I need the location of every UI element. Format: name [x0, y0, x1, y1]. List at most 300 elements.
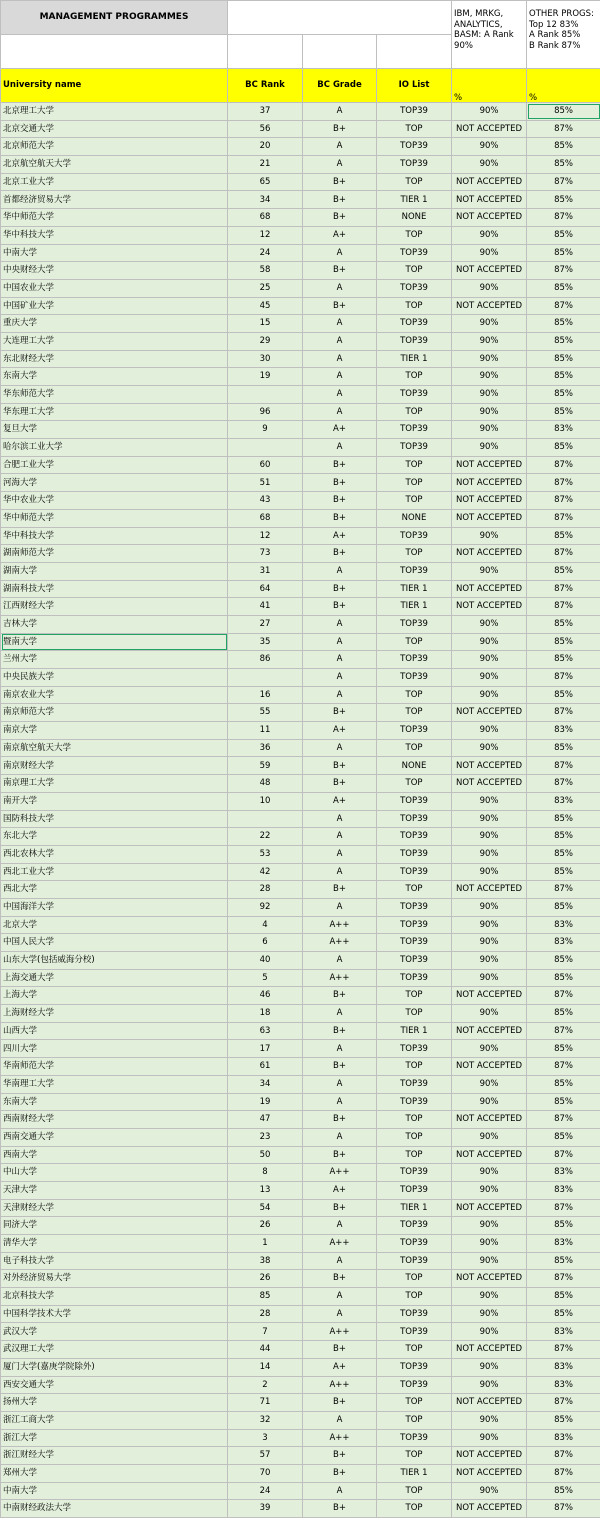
ibm-rate-cell[interactable]: 90%: [452, 527, 527, 545]
university-name-cell[interactable]: 北京交通大学: [1, 120, 228, 138]
column-header-bc-grade[interactable]: BC Grade: [303, 69, 377, 103]
io-list-cell[interactable]: TOP39: [377, 952, 452, 970]
io-list-cell[interactable]: TOP39: [377, 1040, 452, 1058]
bc-rank-cell[interactable]: 11: [228, 722, 303, 740]
io-list-cell[interactable]: TOP39: [377, 527, 452, 545]
other-rate-cell[interactable]: 87%: [527, 1394, 600, 1412]
other-rate-cell[interactable]: 85%: [527, 138, 600, 156]
bc-grade-cell[interactable]: A++: [303, 969, 377, 987]
bc-rank-cell[interactable]: 45: [228, 297, 303, 315]
io-list-cell[interactable]: TIER 1: [377, 191, 452, 209]
other-rate-cell[interactable]: 85%: [527, 633, 600, 651]
bc-grade-cell[interactable]: B+: [303, 474, 377, 492]
university-name-cell[interactable]: 山东大学(包括威海分校): [1, 952, 228, 970]
bc-grade-cell[interactable]: A++: [303, 1235, 377, 1253]
university-name-cell[interactable]: 首都经济贸易大学: [1, 191, 228, 209]
other-rate-cell[interactable]: 83%: [527, 916, 600, 934]
university-name-cell[interactable]: 郑州大学: [1, 1464, 228, 1482]
io-list-cell[interactable]: TOP: [377, 1111, 452, 1129]
ibm-rate-cell[interactable]: 90%: [452, 368, 527, 386]
column-header-io-list[interactable]: IO List: [377, 69, 452, 103]
ibm-rate-cell[interactable]: NOT ACCEPTED: [452, 474, 527, 492]
university-name-cell[interactable]: 华东师范大学: [1, 386, 228, 404]
other-rate-cell[interactable]: 85%: [527, 1005, 600, 1023]
bc-grade-cell[interactable]: A+: [303, 792, 377, 810]
ibm-rate-cell[interactable]: 90%: [452, 386, 527, 404]
bc-grade-cell[interactable]: A: [303, 739, 377, 757]
bc-grade-cell[interactable]: A: [303, 350, 377, 368]
university-name-cell[interactable]: 中南大学: [1, 1482, 228, 1500]
ibm-rate-cell[interactable]: 90%: [452, 1164, 527, 1182]
university-name-cell[interactable]: 浙江大学: [1, 1429, 228, 1447]
header-blank-cell[interactable]: [228, 1, 452, 35]
bc-rank-cell[interactable]: 85: [228, 1288, 303, 1306]
university-name-cell[interactable]: 清华大学: [1, 1235, 228, 1253]
bc-grade-cell[interactable]: B+: [303, 775, 377, 793]
bc-grade-cell[interactable]: A+: [303, 421, 377, 439]
io-list-cell[interactable]: TOP39: [377, 916, 452, 934]
bc-rank-cell[interactable]: 34: [228, 191, 303, 209]
ibm-rate-cell[interactable]: NOT ACCEPTED: [452, 757, 527, 775]
other-rate-cell[interactable]: 87%: [527, 704, 600, 722]
ibm-rate-cell[interactable]: NOT ACCEPTED: [452, 1341, 527, 1359]
ibm-rate-cell[interactable]: 90%: [452, 1358, 527, 1376]
university-name-cell[interactable]: 山西大学: [1, 1022, 228, 1040]
bc-rank-cell[interactable]: 34: [228, 1075, 303, 1093]
university-name-cell[interactable]: 西南财经大学: [1, 1111, 228, 1129]
io-list-cell[interactable]: TOP: [377, 881, 452, 899]
bc-grade-cell[interactable]: B+: [303, 1341, 377, 1359]
university-name-cell[interactable]: 湖南师范大学: [1, 545, 228, 563]
ibm-rate-cell[interactable]: 90%: [452, 1482, 527, 1500]
bc-rank-cell[interactable]: 26: [228, 1217, 303, 1235]
other-rate-cell[interactable]: 85%: [527, 1075, 600, 1093]
other-rate-cell[interactable]: 83%: [527, 1323, 600, 1341]
bc-grade-cell[interactable]: A+: [303, 226, 377, 244]
io-list-cell[interactable]: TOP39: [377, 1252, 452, 1270]
bc-rank-cell[interactable]: 71: [228, 1394, 303, 1412]
bc-rank-cell[interactable]: 48: [228, 775, 303, 793]
io-list-cell[interactable]: TIER 1: [377, 1199, 452, 1217]
ibm-rate-cell[interactable]: 90%: [452, 279, 527, 297]
university-name-cell[interactable]: 暨南大学: [1, 633, 228, 651]
university-name-cell[interactable]: 华中师范大学: [1, 209, 228, 227]
io-list-cell[interactable]: NONE: [377, 509, 452, 527]
bc-rank-cell[interactable]: 50: [228, 1146, 303, 1164]
university-name-cell[interactable]: 南京财经大学: [1, 757, 228, 775]
bc-rank-cell[interactable]: 73: [228, 545, 303, 563]
bc-rank-cell[interactable]: 12: [228, 226, 303, 244]
header-blank-cell[interactable]: [228, 35, 303, 69]
university-name-cell[interactable]: 合肥工业大学: [1, 456, 228, 474]
bc-grade-cell[interactable]: A: [303, 1482, 377, 1500]
university-name-cell[interactable]: 西北农林大学: [1, 845, 228, 863]
bc-grade-cell[interactable]: B+: [303, 120, 377, 138]
io-list-cell[interactable]: TOP39: [377, 1305, 452, 1323]
other-rate-cell[interactable]: 87%: [527, 173, 600, 191]
bc-grade-cell[interactable]: B+: [303, 209, 377, 227]
other-rate-cell[interactable]: 85%: [527, 562, 600, 580]
university-name-cell[interactable]: 东南大学: [1, 1093, 228, 1111]
io-list-cell[interactable]: TOP: [377, 1500, 452, 1518]
column-header-bc-rank[interactable]: BC Rank: [228, 69, 303, 103]
ibm-rate-cell[interactable]: NOT ACCEPTED: [452, 1270, 527, 1288]
university-name-cell[interactable]: 中山大学: [1, 1164, 228, 1182]
bc-rank-cell[interactable]: 23: [228, 1128, 303, 1146]
bc-grade-cell[interactable]: A: [303, 615, 377, 633]
other-rate-cell[interactable]: 85%: [527, 686, 600, 704]
other-rate-cell[interactable]: 83%: [527, 1376, 600, 1394]
other-rate-cell[interactable]: 85%: [527, 527, 600, 545]
bc-grade-cell[interactable]: A++: [303, 1323, 377, 1341]
io-list-cell[interactable]: TOP: [377, 987, 452, 1005]
io-list-cell[interactable]: TOP39: [377, 244, 452, 262]
io-list-cell[interactable]: TOP: [377, 775, 452, 793]
university-name-cell[interactable]: 南京理工大学: [1, 775, 228, 793]
bc-rank-cell[interactable]: 92: [228, 898, 303, 916]
bc-rank-cell[interactable]: 59: [228, 757, 303, 775]
ibm-rate-cell[interactable]: 90%: [452, 1252, 527, 1270]
other-rate-cell[interactable]: 87%: [527, 509, 600, 527]
io-list-cell[interactable]: TOP39: [377, 1217, 452, 1235]
bc-rank-cell[interactable]: 19: [228, 368, 303, 386]
bc-rank-cell[interactable]: 17: [228, 1040, 303, 1058]
university-name-cell[interactable]: 西南大学: [1, 1146, 228, 1164]
io-list-cell[interactable]: TOP39: [377, 934, 452, 952]
bc-grade-cell[interactable]: A: [303, 633, 377, 651]
io-list-cell[interactable]: NONE: [377, 209, 452, 227]
io-list-cell[interactable]: TOP: [377, 1128, 452, 1146]
ibm-rate-cell[interactable]: 90%: [452, 421, 527, 439]
io-list-cell[interactable]: TOP39: [377, 1358, 452, 1376]
bc-grade-cell[interactable]: B+: [303, 1058, 377, 1076]
bc-grade-cell[interactable]: A: [303, 1075, 377, 1093]
io-list-cell[interactable]: TOP39: [377, 1075, 452, 1093]
ibm-rate-cell[interactable]: 90%: [452, 651, 527, 669]
other-rate-cell[interactable]: 85%: [527, 898, 600, 916]
bc-rank-cell[interactable]: 16: [228, 686, 303, 704]
ibm-rate-cell[interactable]: 90%: [452, 103, 527, 121]
bc-rank-cell[interactable]: 35: [228, 633, 303, 651]
sheet-title[interactable]: MANAGEMENT PROGRAMMES: [1, 1, 228, 35]
university-name-cell[interactable]: 重庆大学: [1, 315, 228, 333]
other-rate-cell[interactable]: 85%: [527, 386, 600, 404]
io-list-cell[interactable]: TOP39: [377, 421, 452, 439]
bc-grade-cell[interactable]: A: [303, 669, 377, 687]
other-rate-cell[interactable]: 85%: [527, 615, 600, 633]
ibm-note-cell[interactable]: IBM, MRKG, ANALYTICS, BASM: A Rank 90%: [452, 1, 527, 69]
io-list-cell[interactable]: TOP39: [377, 898, 452, 916]
university-name-cell[interactable]: 南京航空航天大学: [1, 739, 228, 757]
other-rate-cell[interactable]: 85%: [527, 368, 600, 386]
ibm-rate-cell[interactable]: 90%: [452, 633, 527, 651]
ibm-rate-cell[interactable]: 90%: [452, 792, 527, 810]
header-blank-cell[interactable]: [377, 35, 452, 69]
bc-grade-cell[interactable]: A: [303, 898, 377, 916]
bc-rank-cell[interactable]: 24: [228, 244, 303, 262]
bc-grade-cell[interactable]: A: [303, 863, 377, 881]
ibm-rate-cell[interactable]: NOT ACCEPTED: [452, 262, 527, 280]
other-rate-cell[interactable]: 85%: [527, 1252, 600, 1270]
bc-grade-cell[interactable]: A: [303, 386, 377, 404]
bc-grade-cell[interactable]: A: [303, 156, 377, 174]
other-rate-cell[interactable]: 85%: [527, 1288, 600, 1306]
university-name-cell[interactable]: 武汉理工大学: [1, 1341, 228, 1359]
bc-rank-cell[interactable]: 56: [228, 120, 303, 138]
bc-rank-cell[interactable]: 51: [228, 474, 303, 492]
ibm-rate-cell[interactable]: NOT ACCEPTED: [452, 120, 527, 138]
ibm-rate-cell[interactable]: 90%: [452, 916, 527, 934]
io-list-cell[interactable]: TOP39: [377, 386, 452, 404]
bc-grade-cell[interactable]: A: [303, 686, 377, 704]
io-list-cell[interactable]: TIER 1: [377, 350, 452, 368]
bc-rank-cell[interactable]: 12: [228, 527, 303, 545]
university-name-cell[interactable]: 四川大学: [1, 1040, 228, 1058]
other-rate-cell[interactable]: 87%: [527, 1022, 600, 1040]
io-list-cell[interactable]: TOP: [377, 492, 452, 510]
bc-grade-cell[interactable]: A: [303, 279, 377, 297]
io-list-cell[interactable]: TOP: [377, 1288, 452, 1306]
bc-rank-cell[interactable]: 68: [228, 209, 303, 227]
ibm-rate-cell[interactable]: NOT ACCEPTED: [452, 775, 527, 793]
io-list-cell[interactable]: TOP39: [377, 1323, 452, 1341]
bc-grade-cell[interactable]: B+: [303, 262, 377, 280]
other-rate-cell[interactable]: 87%: [527, 669, 600, 687]
university-name-cell[interactable]: 复旦大学: [1, 421, 228, 439]
bc-grade-cell[interactable]: A: [303, 1040, 377, 1058]
bc-grade-cell[interactable]: A: [303, 1093, 377, 1111]
ibm-rate-cell[interactable]: NOT ACCEPTED: [452, 492, 527, 510]
bc-rank-cell[interactable]: 10: [228, 792, 303, 810]
io-list-cell[interactable]: TOP39: [377, 103, 452, 121]
io-list-cell[interactable]: TOP: [377, 226, 452, 244]
ibm-rate-cell[interactable]: 90%: [452, 1128, 527, 1146]
university-name-cell[interactable]: 东北财经大学: [1, 350, 228, 368]
university-name-cell[interactable]: 西北工业大学: [1, 863, 228, 881]
io-list-cell[interactable]: TOP39: [377, 138, 452, 156]
ibm-rate-cell[interactable]: 90%: [452, 934, 527, 952]
ibm-rate-cell[interactable]: 90%: [452, 226, 527, 244]
io-list-cell[interactable]: TOP39: [377, 562, 452, 580]
other-rate-cell[interactable]: 83%: [527, 792, 600, 810]
column-header-pct-a[interactable]: %: [452, 69, 527, 103]
bc-grade-cell[interactable]: A: [303, 368, 377, 386]
university-name-cell[interactable]: 北京理工大学: [1, 103, 228, 121]
bc-rank-cell[interactable]: 3: [228, 1429, 303, 1447]
io-list-cell[interactable]: TIER 1: [377, 580, 452, 598]
bc-grade-cell[interactable]: B+: [303, 1146, 377, 1164]
ibm-rate-cell[interactable]: NOT ACCEPTED: [452, 881, 527, 899]
io-list-cell[interactable]: TOP39: [377, 332, 452, 350]
bc-grade-cell[interactable]: B+: [303, 704, 377, 722]
bc-rank-cell[interactable]: 40: [228, 952, 303, 970]
university-name-cell[interactable]: 西北大学: [1, 881, 228, 899]
bc-rank-cell[interactable]: [228, 386, 303, 404]
bc-grade-cell[interactable]: B+: [303, 1394, 377, 1412]
bc-grade-cell[interactable]: A: [303, 439, 377, 457]
other-rate-cell[interactable]: 85%: [527, 1217, 600, 1235]
ibm-rate-cell[interactable]: NOT ACCEPTED: [452, 191, 527, 209]
university-name-cell[interactable]: 华中科技大学: [1, 226, 228, 244]
io-list-cell[interactable]: TOP: [377, 1270, 452, 1288]
university-name-cell[interactable]: 国防科技大学: [1, 810, 228, 828]
university-name-cell[interactable]: 河海大学: [1, 474, 228, 492]
bc-grade-cell[interactable]: A: [303, 403, 377, 421]
ibm-rate-cell[interactable]: 90%: [452, 863, 527, 881]
other-rate-cell[interactable]: 87%: [527, 474, 600, 492]
university-name-cell[interactable]: 华南理工大学: [1, 1075, 228, 1093]
bc-grade-cell[interactable]: A: [303, 315, 377, 333]
ibm-rate-cell[interactable]: 90%: [452, 332, 527, 350]
ibm-rate-cell[interactable]: NOT ACCEPTED: [452, 987, 527, 1005]
io-list-cell[interactable]: TOP: [377, 368, 452, 386]
other-rate-cell[interactable]: 87%: [527, 262, 600, 280]
bc-rank-cell[interactable]: 2: [228, 1376, 303, 1394]
ibm-rate-cell[interactable]: 90%: [452, 1040, 527, 1058]
ibm-rate-cell[interactable]: 90%: [452, 1181, 527, 1199]
bc-rank-cell[interactable]: 68: [228, 509, 303, 527]
other-rate-cell[interactable]: 85%: [527, 191, 600, 209]
bc-rank-cell[interactable]: 96: [228, 403, 303, 421]
university-name-cell[interactable]: 北京科技大学: [1, 1288, 228, 1306]
bc-grade-cell[interactable]: A: [303, 810, 377, 828]
bc-rank-cell[interactable]: 32: [228, 1411, 303, 1429]
bc-grade-cell[interactable]: B+: [303, 1500, 377, 1518]
bc-rank-cell[interactable]: 9: [228, 421, 303, 439]
university-name-cell[interactable]: 中国科学技术大学: [1, 1305, 228, 1323]
io-list-cell[interactable]: TOP: [377, 262, 452, 280]
bc-rank-cell[interactable]: 29: [228, 332, 303, 350]
bc-rank-cell[interactable]: 26: [228, 1270, 303, 1288]
university-name-cell[interactable]: 湖南大学: [1, 562, 228, 580]
bc-rank-cell[interactable]: 13: [228, 1181, 303, 1199]
ibm-rate-cell[interactable]: NOT ACCEPTED: [452, 545, 527, 563]
bc-rank-cell[interactable]: 20: [228, 138, 303, 156]
university-name-cell[interactable]: 中南大学: [1, 244, 228, 262]
bc-rank-cell[interactable]: 57: [228, 1447, 303, 1465]
bc-grade-cell[interactable]: A: [303, 1305, 377, 1323]
io-list-cell[interactable]: TOP: [377, 1146, 452, 1164]
other-rate-cell[interactable]: 85%: [527, 863, 600, 881]
bc-grade-cell[interactable]: A+: [303, 1358, 377, 1376]
ibm-rate-cell[interactable]: 90%: [452, 810, 527, 828]
column-header-university[interactable]: University name: [1, 69, 228, 103]
ibm-rate-cell[interactable]: 90%: [452, 156, 527, 174]
other-rate-cell[interactable]: 85%: [527, 244, 600, 262]
university-name-cell[interactable]: 同济大学: [1, 1217, 228, 1235]
other-rate-cell[interactable]: 85%: [527, 651, 600, 669]
io-list-cell[interactable]: TOP: [377, 545, 452, 563]
ibm-rate-cell[interactable]: 90%: [452, 739, 527, 757]
bc-rank-cell[interactable]: 38: [228, 1252, 303, 1270]
ibm-rate-cell[interactable]: 90%: [452, 669, 527, 687]
bc-rank-cell[interactable]: 55: [228, 704, 303, 722]
ibm-rate-cell[interactable]: NOT ACCEPTED: [452, 1146, 527, 1164]
other-rate-cell[interactable]: 83%: [527, 722, 600, 740]
university-name-cell[interactable]: 中国海洋大学: [1, 898, 228, 916]
ibm-rate-cell[interactable]: 90%: [452, 1305, 527, 1323]
other-rate-cell[interactable]: 85%: [527, 103, 600, 121]
university-name-cell[interactable]: 大连理工大学: [1, 332, 228, 350]
bc-rank-cell[interactable]: 70: [228, 1464, 303, 1482]
bc-grade-cell[interactable]: A: [303, 138, 377, 156]
university-name-cell[interactable]: 哈尔滨工业大学: [1, 439, 228, 457]
ibm-rate-cell[interactable]: 90%: [452, 562, 527, 580]
io-list-cell[interactable]: TOP: [377, 1447, 452, 1465]
bc-grade-cell[interactable]: B+: [303, 987, 377, 1005]
other-rate-cell[interactable]: 85%: [527, 969, 600, 987]
io-list-cell[interactable]: TOP39: [377, 1376, 452, 1394]
other-rate-cell[interactable]: 87%: [527, 1146, 600, 1164]
bc-grade-cell[interactable]: B+: [303, 1464, 377, 1482]
io-list-cell[interactable]: TOP39: [377, 1429, 452, 1447]
bc-grade-cell[interactable]: A+: [303, 1181, 377, 1199]
io-list-cell[interactable]: TOP: [377, 1005, 452, 1023]
io-list-cell[interactable]: TOP39: [377, 669, 452, 687]
ibm-rate-cell[interactable]: NOT ACCEPTED: [452, 456, 527, 474]
ibm-rate-cell[interactable]: 90%: [452, 315, 527, 333]
bc-rank-cell[interactable]: 54: [228, 1199, 303, 1217]
other-rate-cell[interactable]: 85%: [527, 1093, 600, 1111]
bc-rank-cell[interactable]: [228, 810, 303, 828]
io-list-cell[interactable]: TOP: [377, 173, 452, 191]
university-name-cell[interactable]: 扬州大学: [1, 1394, 228, 1412]
bc-grade-cell[interactable]: A: [303, 952, 377, 970]
bc-grade-cell[interactable]: A: [303, 244, 377, 262]
io-list-cell[interactable]: TOP39: [377, 439, 452, 457]
ibm-rate-cell[interactable]: 90%: [452, 1005, 527, 1023]
io-list-cell[interactable]: TOP: [377, 1482, 452, 1500]
ibm-rate-cell[interactable]: 90%: [452, 1376, 527, 1394]
io-list-cell[interactable]: TOP: [377, 739, 452, 757]
bc-rank-cell[interactable]: 19: [228, 1093, 303, 1111]
ibm-rate-cell[interactable]: 90%: [452, 350, 527, 368]
ibm-rate-cell[interactable]: 90%: [452, 969, 527, 987]
university-name-cell[interactable]: 上海交通大学: [1, 969, 228, 987]
bc-rank-cell[interactable]: 28: [228, 1305, 303, 1323]
other-rate-cell[interactable]: 87%: [527, 1058, 600, 1076]
ibm-rate-cell[interactable]: 90%: [452, 1217, 527, 1235]
ibm-rate-cell[interactable]: 90%: [452, 1093, 527, 1111]
bc-grade-cell[interactable]: A: [303, 332, 377, 350]
university-name-cell[interactable]: 中国农业大学: [1, 279, 228, 297]
other-rate-cell[interactable]: 85%: [527, 315, 600, 333]
university-name-cell[interactable]: 兰州大学: [1, 651, 228, 669]
university-name-cell[interactable]: 北京航空航天大学: [1, 156, 228, 174]
bc-grade-cell[interactable]: A: [303, 845, 377, 863]
io-list-cell[interactable]: TOP: [377, 120, 452, 138]
university-name-cell[interactable]: 厦门大学(嘉庚学院除外): [1, 1358, 228, 1376]
other-progs-note-cell[interactable]: [527, 1, 600, 69]
university-name-cell[interactable]: 华东理工大学: [1, 403, 228, 421]
bc-grade-cell[interactable]: A: [303, 1217, 377, 1235]
bc-grade-cell[interactable]: A: [303, 1005, 377, 1023]
bc-rank-cell[interactable]: 4: [228, 916, 303, 934]
university-name-cell[interactable]: 中国人民大学: [1, 934, 228, 952]
io-list-cell[interactable]: TOP: [377, 686, 452, 704]
university-name-cell[interactable]: 华中农业大学: [1, 492, 228, 510]
ibm-rate-cell[interactable]: NOT ACCEPTED: [452, 297, 527, 315]
bc-rank-cell[interactable]: 61: [228, 1058, 303, 1076]
header-blank-cell[interactable]: [303, 35, 377, 69]
bc-rank-cell[interactable]: 24: [228, 1482, 303, 1500]
ibm-rate-cell[interactable]: 90%: [452, 898, 527, 916]
ibm-rate-cell[interactable]: 90%: [452, 1288, 527, 1306]
bc-grade-cell[interactable]: A+: [303, 527, 377, 545]
io-list-cell[interactable]: TOP39: [377, 651, 452, 669]
university-name-cell[interactable]: 南开大学: [1, 792, 228, 810]
bc-rank-cell[interactable]: 63: [228, 1022, 303, 1040]
